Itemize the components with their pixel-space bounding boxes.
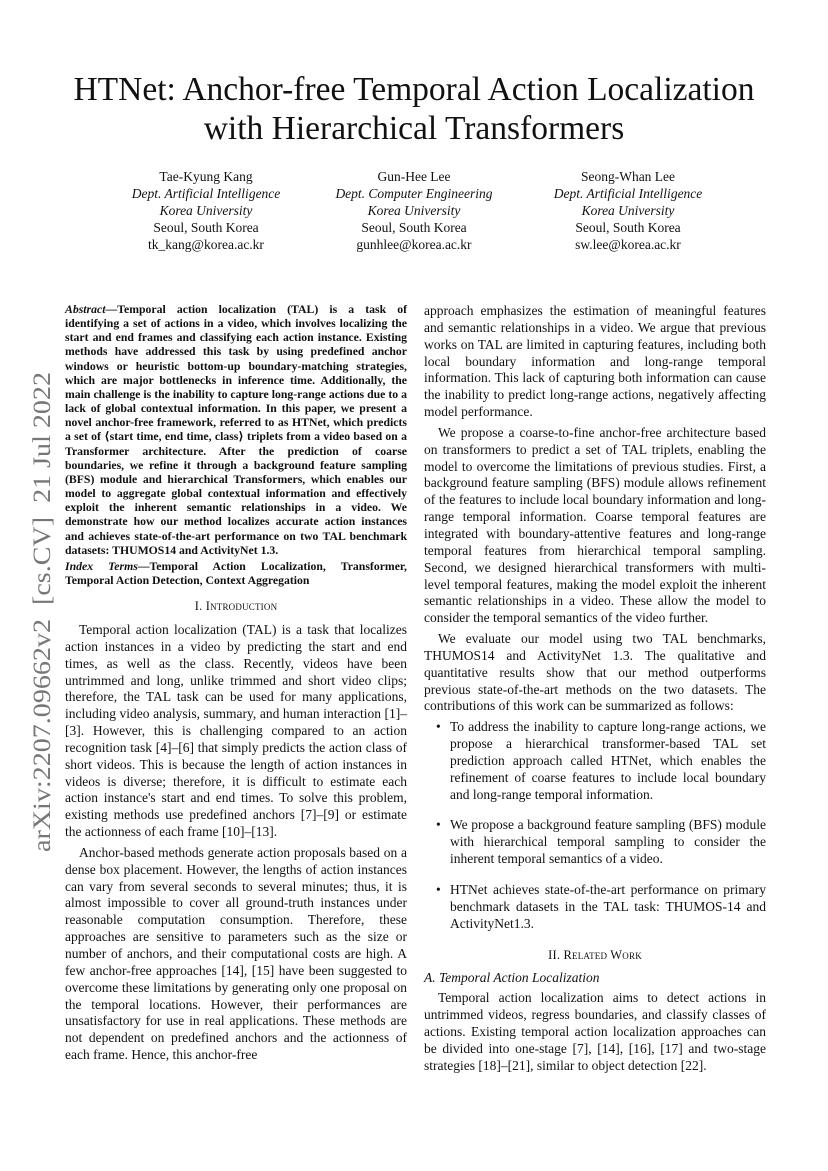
list-item [424,882,766,933]
author-email: sw.lee@korea.ac.kr [575,237,681,252]
author-dept: Dept. Artificial Intelligence [131,186,281,201]
author-name: Gun-Hee Lee [377,169,451,184]
index-terms-label: Index Terms [65,559,138,573]
author-name: Tae-Kyung Kang [159,169,253,184]
author-name: Seong-Whan Lee [580,169,676,184]
index-terms [65,560,407,588]
author-1 [96,168,316,253]
contribution-text: To address the inability to capture long-range actions, we propose a hierarchical transformer-based TAL set prediction approach called HTNet, which enables the refinement of coarse features to include local boundary and long-range temporal information. [450,719,766,802]
author-city: Seoul, South Korea [575,220,681,235]
index-terms-text: —Temporal Action Localization, Transformer, Temporal Action Detection, Context Aggregation [65,559,407,587]
author-email: tk_kang@korea.ac.kr [148,237,264,252]
author-city: Seoul, South Korea [153,220,259,235]
arxiv-identifier [12,370,68,855]
left-column [65,303,407,1068]
contribution-text: We propose a background feature sampling (BFS) module with hierarchical temporal sampling to consider the inherent temporal semantics of a video. [450,817,766,867]
author-email: gunhlee@korea.ac.kr [356,237,472,252]
author-org: Korea University [159,203,253,218]
author-org: Korea University [581,203,675,218]
author-city: Seoul, South Korea [361,220,467,235]
related-paragraph-1: Temporal action localization aims to detect actions in untrimmed videos, regress boundaries, and classify classes of actions. Existing temporal action localization approaches can be divided into one-stage [7], [14], [16], [17] and two-stage strategies [18]–[21], similar to object detection [22]. [424,990,766,1073]
intro-paragraph-3: We propose a coarse-to-fine anchor-free architecture based on transformers to predict a set of TAL triplets, enabling the model to overcome the limitations of previous studies. First, a background feature sampling (BFS) module allows refinement of the features to include local boundary information and long-range temporal information. Coarse temporal features are integrated with boundary-attentive features and long-range temporal features from hierarchical temporal sampling. Second, we designed hierarchical transformers with multi-level temporal features, making the model exploit the inherent semantic relationships in a video. These allow the model to consider the temporal semantics of the video further. [424,424,766,626]
subsection-heading-tal: A. Temporal Action Localization [424,970,600,986]
right-column [424,303,766,1078]
bullet-icon: • [436,817,441,833]
author-block [96,168,736,256]
section-heading-introduction: I. Introduction [194,599,278,614]
author-dept: Dept. Computer Engineering [335,186,493,201]
title-line-1: HTNet: Anchor-free Temporal Action Localization [73,71,755,108]
list-item [424,817,766,868]
abstract [65,303,407,558]
paper-title [50,70,778,148]
bullet-icon: • [436,882,441,897]
author-2 [304,168,524,253]
section-heading-related-work: II. Related Work [548,947,642,962]
intro-paragraph-2: Anchor-based methods generate action proposals based on a dense box placement. However, the lengths of action instances can vary from several seconds to several minutes; thus, it is almost impossible to cover all ground-truth instances under reasonable computation consumption. Therefore, these approaches are sensitive to parameters such as the size or number of anchors, and their computational costs are high. A few anchor-free approaches [14], [15] have been suggested to overcome these limitations by generating only one proposal on the temporal locations. However, their performances are unsatisfactory for use in real applications. These methods are not dependent on predefined anchors and the actionness of each frame. Hence, this anchor-free [65,844,407,1063]
bullet-icon: • [436,719,441,735]
intro-paragraph-1: Temporal action localization (TAL) is a task that localizes action instances in a video by predicting the start and end times, as well as the class. Recently, videos have been untrimmed and long, unlike trimmed and short video clips; therefore, the TAL task can be used for many applications, including video analysis, summary, and human interaction [1]–[3]. However, this is challenging compared to an action recognition task [4]–[6] that simply predicts the action class of short videos. This is because the length of action instances in videos is diverse; therefore, it is difficult to estimate each action instance's start and end times. To solve this problem, existing methods use predefined anchors [7]–[9] or estimate the actionness of each frame [10]–[13]. [65,621,407,840]
arxiv-id-text: arXiv:2207.09662v2 [cs.CV] 21 Jul 2022 [27,415,56,852]
author-org: Korea University [367,203,461,218]
title-line-2: with Hierarchical Transformers [203,110,625,147]
abstract-label: Abstract [65,303,106,316]
author-dept: Dept. Artificial Intelligence [553,186,703,201]
abstract-text: —Temporal action localization (TAL) is a task of identifying a set of actions in a video, which involves localizing the start and end frames and classifying each action instance. Existing methods have addressed this task by using predefined anchor windows or heuristic bottom-up boundary-matching strategies, which are major bottlenecks in inference time. Additionally, the main challenge is the inability to capture long-range actions due to a lack of global contextual information. In this paper, we present a novel anchor-free framework, referred to as HTNet, which predicts a set of ⟨start time, end time, class⟩ triplets from a video based on a Transformer architecture. After the prediction of coarse boundaries, we refine it through a background feature sampling (BFS) module and hierarchical Transformers, which enables our model to aggregate global contextual information and effectively exploit the inherent semantic relationships in a video. We demonstrate how our method localizes accurate action instances and achieves state-of-the-art performance on two TAL benchmark datasets: THUMOS14 and ActivityNet 1.3. [65,303,407,557]
contribution-text: HTNet achieves state-of-the-art performance on primary benchmark datasets in the TAL task: THUMOS-14 and ActivityNet1.3. [450,882,766,931]
contributions-list [424,719,766,932]
author-3 [518,168,738,253]
list-item [424,719,766,803]
intro-paragraph-4: We evaluate our model using two TAL benchmarks, THUMOS14 and ActivityNet 1.3. The qualitative and quantitative results show that our method outperforms previous state-of-the-art methods on the two datasets. The contributions of this work can be summarized as follows: [424,631,766,714]
intro-paragraph-2-continued: approach emphasizes the estimation of meaningful features and semantic relationships in a video. We argue that previous works on TAL are limited in capturing features, including both local boundary information and long-range temporal information. This lack of capturing both information can cause the inability to predict long-range actions, negatively affecting model performance. [424,303,766,420]
